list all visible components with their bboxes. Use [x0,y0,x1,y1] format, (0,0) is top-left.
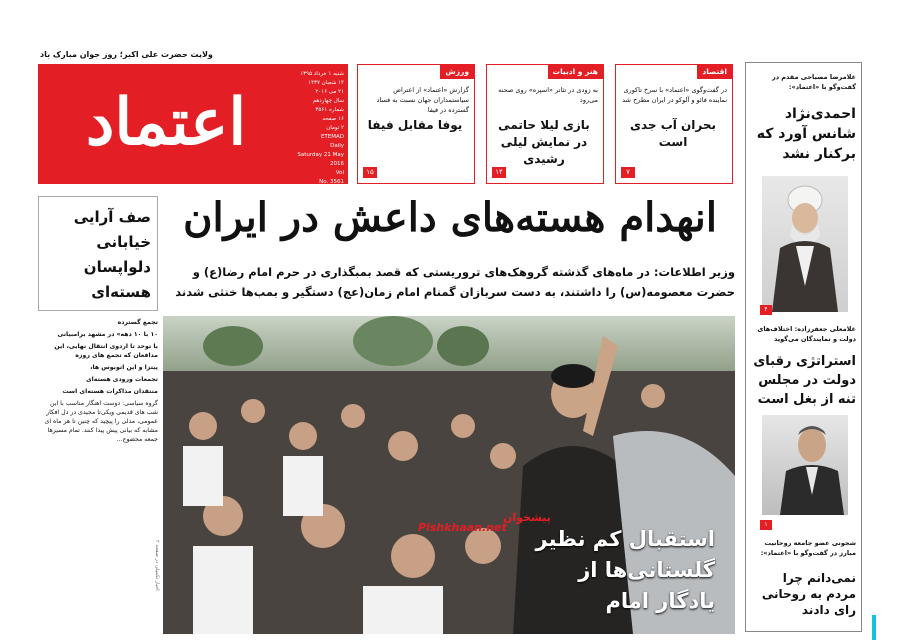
page-number-badge: ۷ [621,167,635,178]
main-photo [163,316,735,634]
teaser-arts[interactable] [486,64,604,184]
top-line: ولایت حضرت علی اکبر؛ روز جوان مبارک باد [40,50,213,59]
section-tag: اقتصاد [697,65,732,79]
side-note: اخبار تکمیلی در صفحه ۲ [154,540,160,591]
page-number-badge: ۱ [760,520,772,530]
teaser-subtitle: به زودی در تئاتر «اسپره» روی صحنه می‌رود [498,86,598,104]
right-item3-subtitle: شجونی عضو جامعه روحانیت مبارز در گفت‌وگو با «اعتماد»: [760,539,856,557]
right-item2-subtitle: غلامعلی جعفرزاده: اختلاف‌های دولت و نمایندگان می‌گوید [757,325,856,343]
teaser-economy[interactable] [615,64,733,184]
teaser-subtitle: در گفت‌وگوی «اعتماد» با سرخ تاکوری نماینده فائو و آلوکو در ایران مطرح شد [622,86,727,104]
politician-photo [762,415,848,515]
masthead-info: شنبه ۱ خرداد ۱۳۹۵ ۱۴ شعبان ۱۴۳۷ ۲۱ می ۲۰۱۶ سال چهاردهم شماره ۳۵۶۱ ۱۶ صفحه ۲ تومان ETEMAD Daily Saturday 21 May 2016 Vol No. 3561 [297,71,344,185]
page-number-badge: ۱۵ [363,167,377,178]
right-item3-title[interactable]: نمی‌دانم چرا مردم به روحانی رای دادند [761,571,856,617]
watermark-label: پیشخوان [503,511,551,524]
right-item1-subtitle: غلامرضا مصباحی مقدم در گفت‌وگو با «اعتماد»: [771,73,856,91]
section-tag: ورزش [440,65,474,79]
teaser-sports[interactable] [357,64,475,184]
photo-caption[interactable]: استقبال کم نظیر گلستانی‌ها از یادگار امام [535,527,715,613]
accent-bar [872,615,876,640]
politician-figure-icon [762,415,848,515]
masthead [38,64,348,184]
left-story-title[interactable]: صف آرایی خیابانی دلواپسان هسته‌ای [73,208,151,301]
newspaper-logo: اعتماد [85,84,247,160]
watermark: Pishkhaan.net [418,521,507,534]
page-number-badge: ۴ [760,305,772,315]
section-tag: هنر و ادبیات [548,65,603,79]
cleric-photo [762,176,848,312]
main-headline[interactable]: انهدام هسته‌های داعش در ایران [183,194,717,241]
right-item2-title[interactable]: استراتژی رقبای دولت در مجلس تنه از بغل است [753,354,856,407]
left-story-body: تجمع گسترده ۱۰ با ۱۰ دهه» در مشهد برامبیانی با توحد تا اردوی انتقال نهایی، این مدافعان که تجمع های روزه پیتزا و این اتوبوس ها، تجمعات ورودی هسته‌ای منتقدان مذاکرات هسته‌ای است گروه سیاسی: دوست اهنگار مناسب با این شب های قدیمی ویکی‌تا مجیدی در دل افکار عمومی، مدلی را پیچید که چنین تا هر ماه ای مشابه که بیانی پیش پیدا کنند. تمام مسیرها جمعه محضوح... [44,319,158,443]
left-story-box [38,196,158,311]
teaser-subtitle: گزارش «اعتماد» از اعتراض سیاستمداران جهان نسبت به فساد گسترده در فیفا [376,86,469,114]
page-number-badge: ۱۴ [492,167,506,178]
teaser-title: بحران آب جدی است [629,118,717,149]
right-item1-title[interactable]: احمدی‌نژاد شانس آورد که برکنار نشد [756,106,856,162]
teaser-title: بازی لیلا حاتمی در نمایش لیلی رشیدی [498,118,590,166]
teaser-title: یوفا مقابل فیفا [367,118,463,132]
cleric-figure-icon [762,176,848,312]
lead-paragraph: وزیر اطلاعات: در ماه‌های گذشته گروهک‌های تروریستی که قصد بمبگذاری در حرم امام رضا(ع) و حضرت معصومه(س) را داشتند، به دست سربازان گمنام امام زمان(عج) دستگیر و بمب‌ها خنثی شدند [175,265,735,299]
